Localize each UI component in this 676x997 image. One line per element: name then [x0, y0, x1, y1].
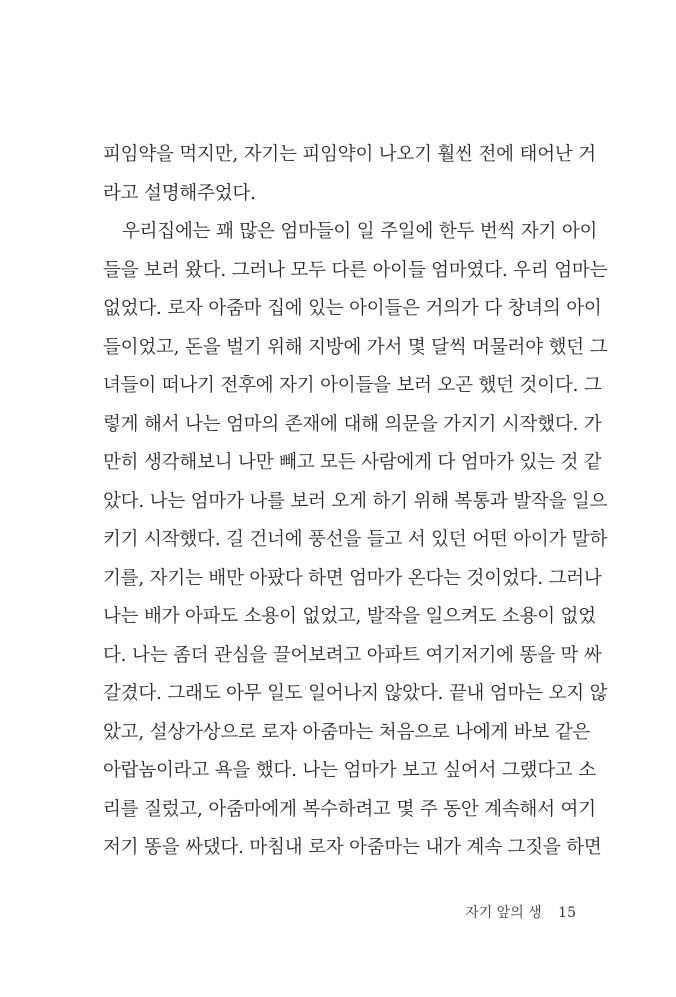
- text-line: 키기 시작했다. 길 건너에 풍선을 들고 서 있던 어떤 아이가 말하: [103, 529, 608, 550]
- text-line: 들이었고, 돈을 벌기 위해 지방에 가서 몇 달씩 머물러야 했던 그: [103, 336, 608, 358]
- text-line: 우리집에는 꽤 많은 엄마들이 일 주일에 한두 번씩 자기 아이: [122, 221, 598, 242]
- text-line: 라고 설명해주었다.: [103, 182, 256, 204]
- text-line: 기를, 자기는 배만 아팠다 하면 엄마가 온다는 것이었다. 그러나: [103, 567, 602, 589]
- text-line: 만히 생각해보니 나만 빼고 모든 사람에게 다 엄마가 있는 것 같: [103, 452, 602, 473]
- text-line: 았고, 설상가상으로 로자 아줌마는 처음으로 나에게 바보 같은: [103, 721, 591, 743]
- page-number: 15: [558, 905, 576, 921]
- text-line: 저기 똥을 싸댔다. 마침내 로자 아줌마는 내가 계속 그짓을 하면: [103, 837, 602, 858]
- text-line: 았다. 나는 엄마가 나를 보러 오게 하기 위해 복통과 발작을 일으: [103, 490, 608, 512]
- text-line: 들을 보러 왔다. 그러나 모두 다른 아이들 엄마였다. 우리 엄마는: [103, 259, 608, 281]
- text-line: 아랍놈이라고 욕을 했다. 나는 엄마가 보고 싶어서 그랬다고 소: [103, 760, 596, 781]
- text-line: 피임약을 먹지만, 자기는 피임약이 나오기 훨씬 전에 태어난 거: [103, 144, 596, 165]
- text-line: 나는 배가 아파도 소용이 없었고, 발작을 일으켜도 소용이 없었: [103, 606, 596, 627]
- text-line: 리를 질렀고, 아줌마에게 복수하려고 몇 주 동안 계속해서 여기: [103, 798, 596, 820]
- text-line: 갈겼다. 그래도 아무 일도 일어나지 않았다. 끝내 엄마는 오지 않: [103, 683, 608, 704]
- text-line: 없었다. 로자 아줌마 집에 있는 아이들은 거의가 다 창녀의 아이: [103, 298, 602, 319]
- page-footer: [465, 902, 576, 922]
- text-line: 렇게 해서 나는 엄마의 존재에 대해 의문을 가지기 시작했다. 가: [103, 413, 602, 435]
- text-line: 녀들이 떠나기 전후에 자기 아이들을 보러 오곤 했던 것이다. 그: [103, 375, 602, 396]
- running-title: 자기 앞의 생: [465, 905, 542, 921]
- body-text: [103, 136, 608, 868]
- text-line: 다. 나는 좀더 관심을 끌어보려고 아파트 여기저기에 똥을 막 싸: [103, 644, 602, 666]
